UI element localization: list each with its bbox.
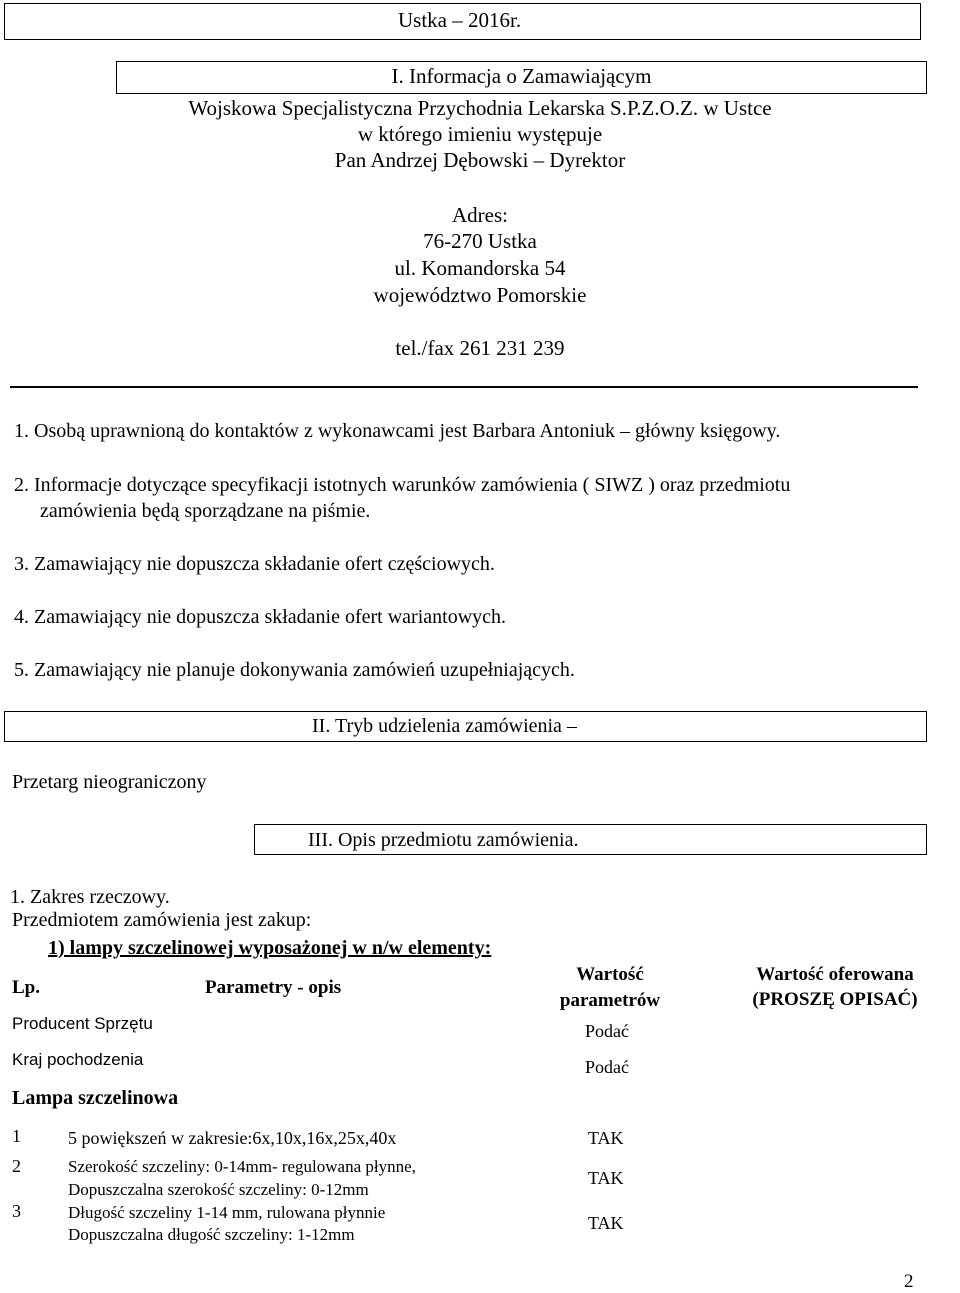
row-1-lp: 1: [12, 1126, 21, 1146]
point-4: 4. Zamawiający nie dopuszcza składanie ofert wariantowych.: [14, 606, 507, 628]
person: Pan Andrzej Dębowski – Dyrektor: [334, 148, 626, 172]
column-header-value-line2: parametrów: [559, 990, 661, 1011]
subject-intro: Przedmiotem zamówienia jest zakup:: [12, 909, 312, 931]
column-header-offered-line2: (PROSZĘ OPISAĆ): [752, 989, 918, 1010]
point-2-continued: zamówienia będą sporządzane na piśmie.: [40, 500, 371, 522]
page-number: 2: [904, 1271, 914, 1292]
point-1: 1. Osobą uprawnioną do kontaktów z wykonawcami jest Barbara Antoniuk – główny księgowy.: [14, 420, 781, 442]
column-header-params: Parametry - opis: [205, 977, 342, 998]
row-1-value: TAK: [588, 1128, 624, 1148]
phone: tel./fax 261 231 239: [395, 336, 565, 360]
represented-by: w którego imieniu występuje: [357, 122, 603, 146]
point-2: 2. Informacje dotyczące specyfikacji istotnych warunków zamówienia ( SIWZ ) oraz przedmiotu: [14, 474, 791, 496]
row-2-lp: 2: [12, 1156, 21, 1176]
section3-title: III. Opis przedmiotu zamówienia.: [308, 829, 579, 851]
divider-line: [10, 386, 918, 388]
row-2-desc-line1: Szerokość szczeliny: 0-14mm- regulowana płynne,: [68, 1157, 416, 1176]
point-3: 3. Zamawiający nie dopuszcza składanie ofert częściowych.: [14, 553, 495, 575]
row-3-lp: 3: [12, 1201, 21, 1221]
item-heading: 1) lampy szczelinowej wyposażonej w n/w elementy:: [48, 937, 492, 959]
street: ul. Komandorska 54: [394, 256, 566, 280]
address-label: Adres:: [452, 203, 508, 227]
producer-label: Producent Sprzętu: [12, 1014, 153, 1033]
column-header-value-line1: Wartość: [576, 964, 644, 985]
point-5: 5. Zamawiający nie planuje dokonywania zamówień uzupełniających.: [14, 659, 575, 681]
origin-value: Podać: [585, 1057, 629, 1077]
place-date: Ustka – 2016r.: [398, 8, 522, 32]
scope-heading: 1. Zakres rzeczowy.: [10, 886, 170, 908]
voivodeship: województwo Pomorskie: [373, 283, 587, 307]
row-1-desc: 5 powiększeń w zakresie:6x,10x,16x,25x,40x: [68, 1128, 397, 1148]
column-header-offered-line1: Wartość oferowana: [756, 964, 914, 985]
section1-title: I. Informacja o Zamawiającym: [391, 64, 652, 88]
postal-city: 76-270 Ustka: [423, 229, 537, 253]
section2-title: II. Tryb udzielenia zamówienia –: [312, 715, 577, 737]
row-3-desc-line2: Dopuszczalna długość szczeliny: 1-12mm: [68, 1225, 355, 1244]
producer-value: Podać: [585, 1021, 629, 1041]
row-3-desc-line1: Długość szczeliny 1-14 mm, rulowana płynnie: [68, 1203, 386, 1222]
procurement-mode: Przetarg nieograniczony: [12, 771, 207, 793]
row-3-value: TAK: [588, 1213, 624, 1233]
row-2-desc-line2: Dopuszczalna szerokość szczeliny: 0-12mm: [68, 1180, 369, 1199]
column-header-lp: Lp.: [12, 977, 40, 998]
group-title: Lampa szczelinowa: [12, 1087, 179, 1109]
org-name: Wojskowa Specjalistyczna Przychodnia Lekarska S.P.Z.O.Z. w Ustce: [188, 96, 772, 120]
origin-label: Kraj pochodzenia: [12, 1050, 144, 1069]
row-2-value: TAK: [588, 1168, 624, 1188]
